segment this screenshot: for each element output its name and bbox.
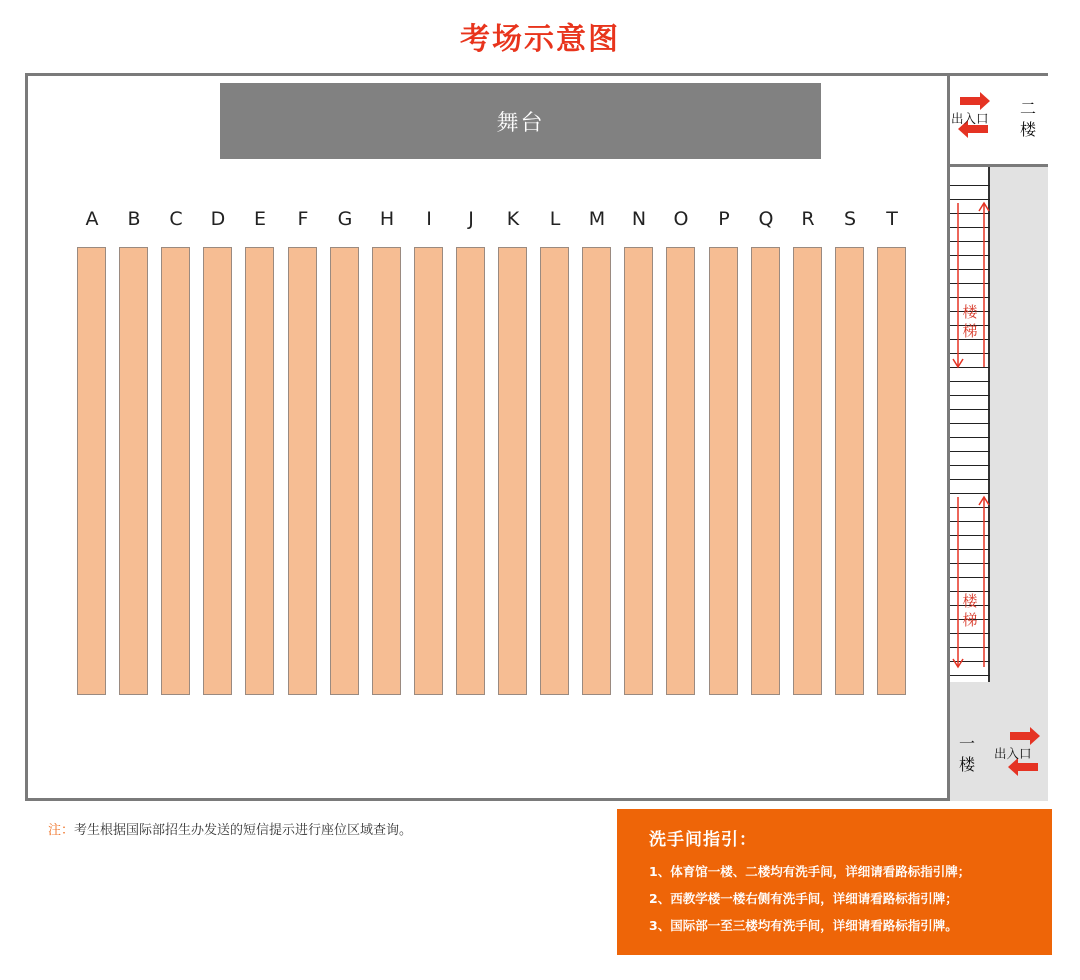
seat-column-g: [330, 247, 359, 695]
seat-column-r: [793, 247, 822, 695]
column-label-h: H: [379, 208, 395, 230]
stage: [220, 83, 821, 159]
seat-column-s: [835, 247, 864, 695]
seat-column-n: [624, 247, 653, 695]
seat-column-e: [245, 247, 274, 695]
note-label: 注：: [48, 823, 75, 838]
seat-column-h: [372, 247, 401, 695]
seat-column-o: [666, 247, 695, 695]
column-label-s: S: [843, 208, 857, 230]
guide-title: 洗手间指引：: [649, 830, 757, 850]
top-door-label: 出入口: [951, 111, 989, 126]
column-label-a: A: [85, 208, 99, 230]
column-label-f: F: [297, 208, 309, 230]
column-label-n: N: [631, 208, 647, 230]
column-label-g: G: [337, 208, 353, 230]
column-label-l: L: [549, 208, 561, 230]
seat-column-p: [709, 247, 738, 695]
seat-column-q: [751, 247, 780, 695]
seat-column-j: [456, 247, 485, 695]
column-label-t: T: [886, 208, 898, 230]
stage-label: 舞台: [496, 110, 545, 136]
seat-column-m: [582, 247, 611, 695]
guide-item: 3、国际部一至三楼均有洗手间，详细请看路标指引牌。: [649, 918, 958, 933]
column-label-o: O: [673, 208, 689, 230]
column-label-j: J: [468, 208, 474, 230]
column-label-b: B: [127, 208, 141, 230]
column-label-c: C: [169, 208, 183, 230]
seat-column-c: [161, 247, 190, 695]
column-label-p: P: [718, 208, 730, 230]
column-label-m: M: [588, 208, 606, 230]
page-title: 考场示意图: [460, 22, 620, 57]
seat-column-f: [288, 247, 317, 695]
seat-column-l: [540, 247, 569, 695]
seat-column-b: [119, 247, 148, 695]
guide-item: 1、体育馆一楼、二楼均有洗手间，详细请看路标指引牌；: [649, 864, 971, 879]
seat-column-i: [414, 247, 443, 695]
stairs-lower-label: 楼梯: [962, 592, 978, 629]
restroom-guide: [617, 809, 1052, 955]
guide-item: 2、西教学楼一楼右侧有洗手间，详细请看路标指引牌；: [649, 891, 958, 906]
note-text: 考生根据国际部招生办发送的短信提示进行座位区域查询。: [74, 823, 413, 838]
column-label-i: I: [426, 208, 432, 230]
seat-column-t: [877, 247, 906, 695]
column-label-k: K: [506, 208, 520, 230]
bottom-door-label: 出入口: [994, 746, 1032, 761]
seat-note: [48, 819, 412, 838]
seat-column-k: [498, 247, 527, 695]
stairs-upper-label: 楼梯: [962, 303, 978, 340]
second-floor-label: 二楼: [1019, 99, 1036, 139]
column-label-r: R: [801, 208, 815, 230]
first-floor-label: 一楼: [958, 734, 975, 774]
seat-column-d: [203, 247, 232, 695]
column-label-q: Q: [758, 208, 774, 230]
column-label-e: E: [253, 208, 266, 230]
column-label-d: D: [210, 208, 226, 230]
seat-column-a: [77, 247, 106, 695]
